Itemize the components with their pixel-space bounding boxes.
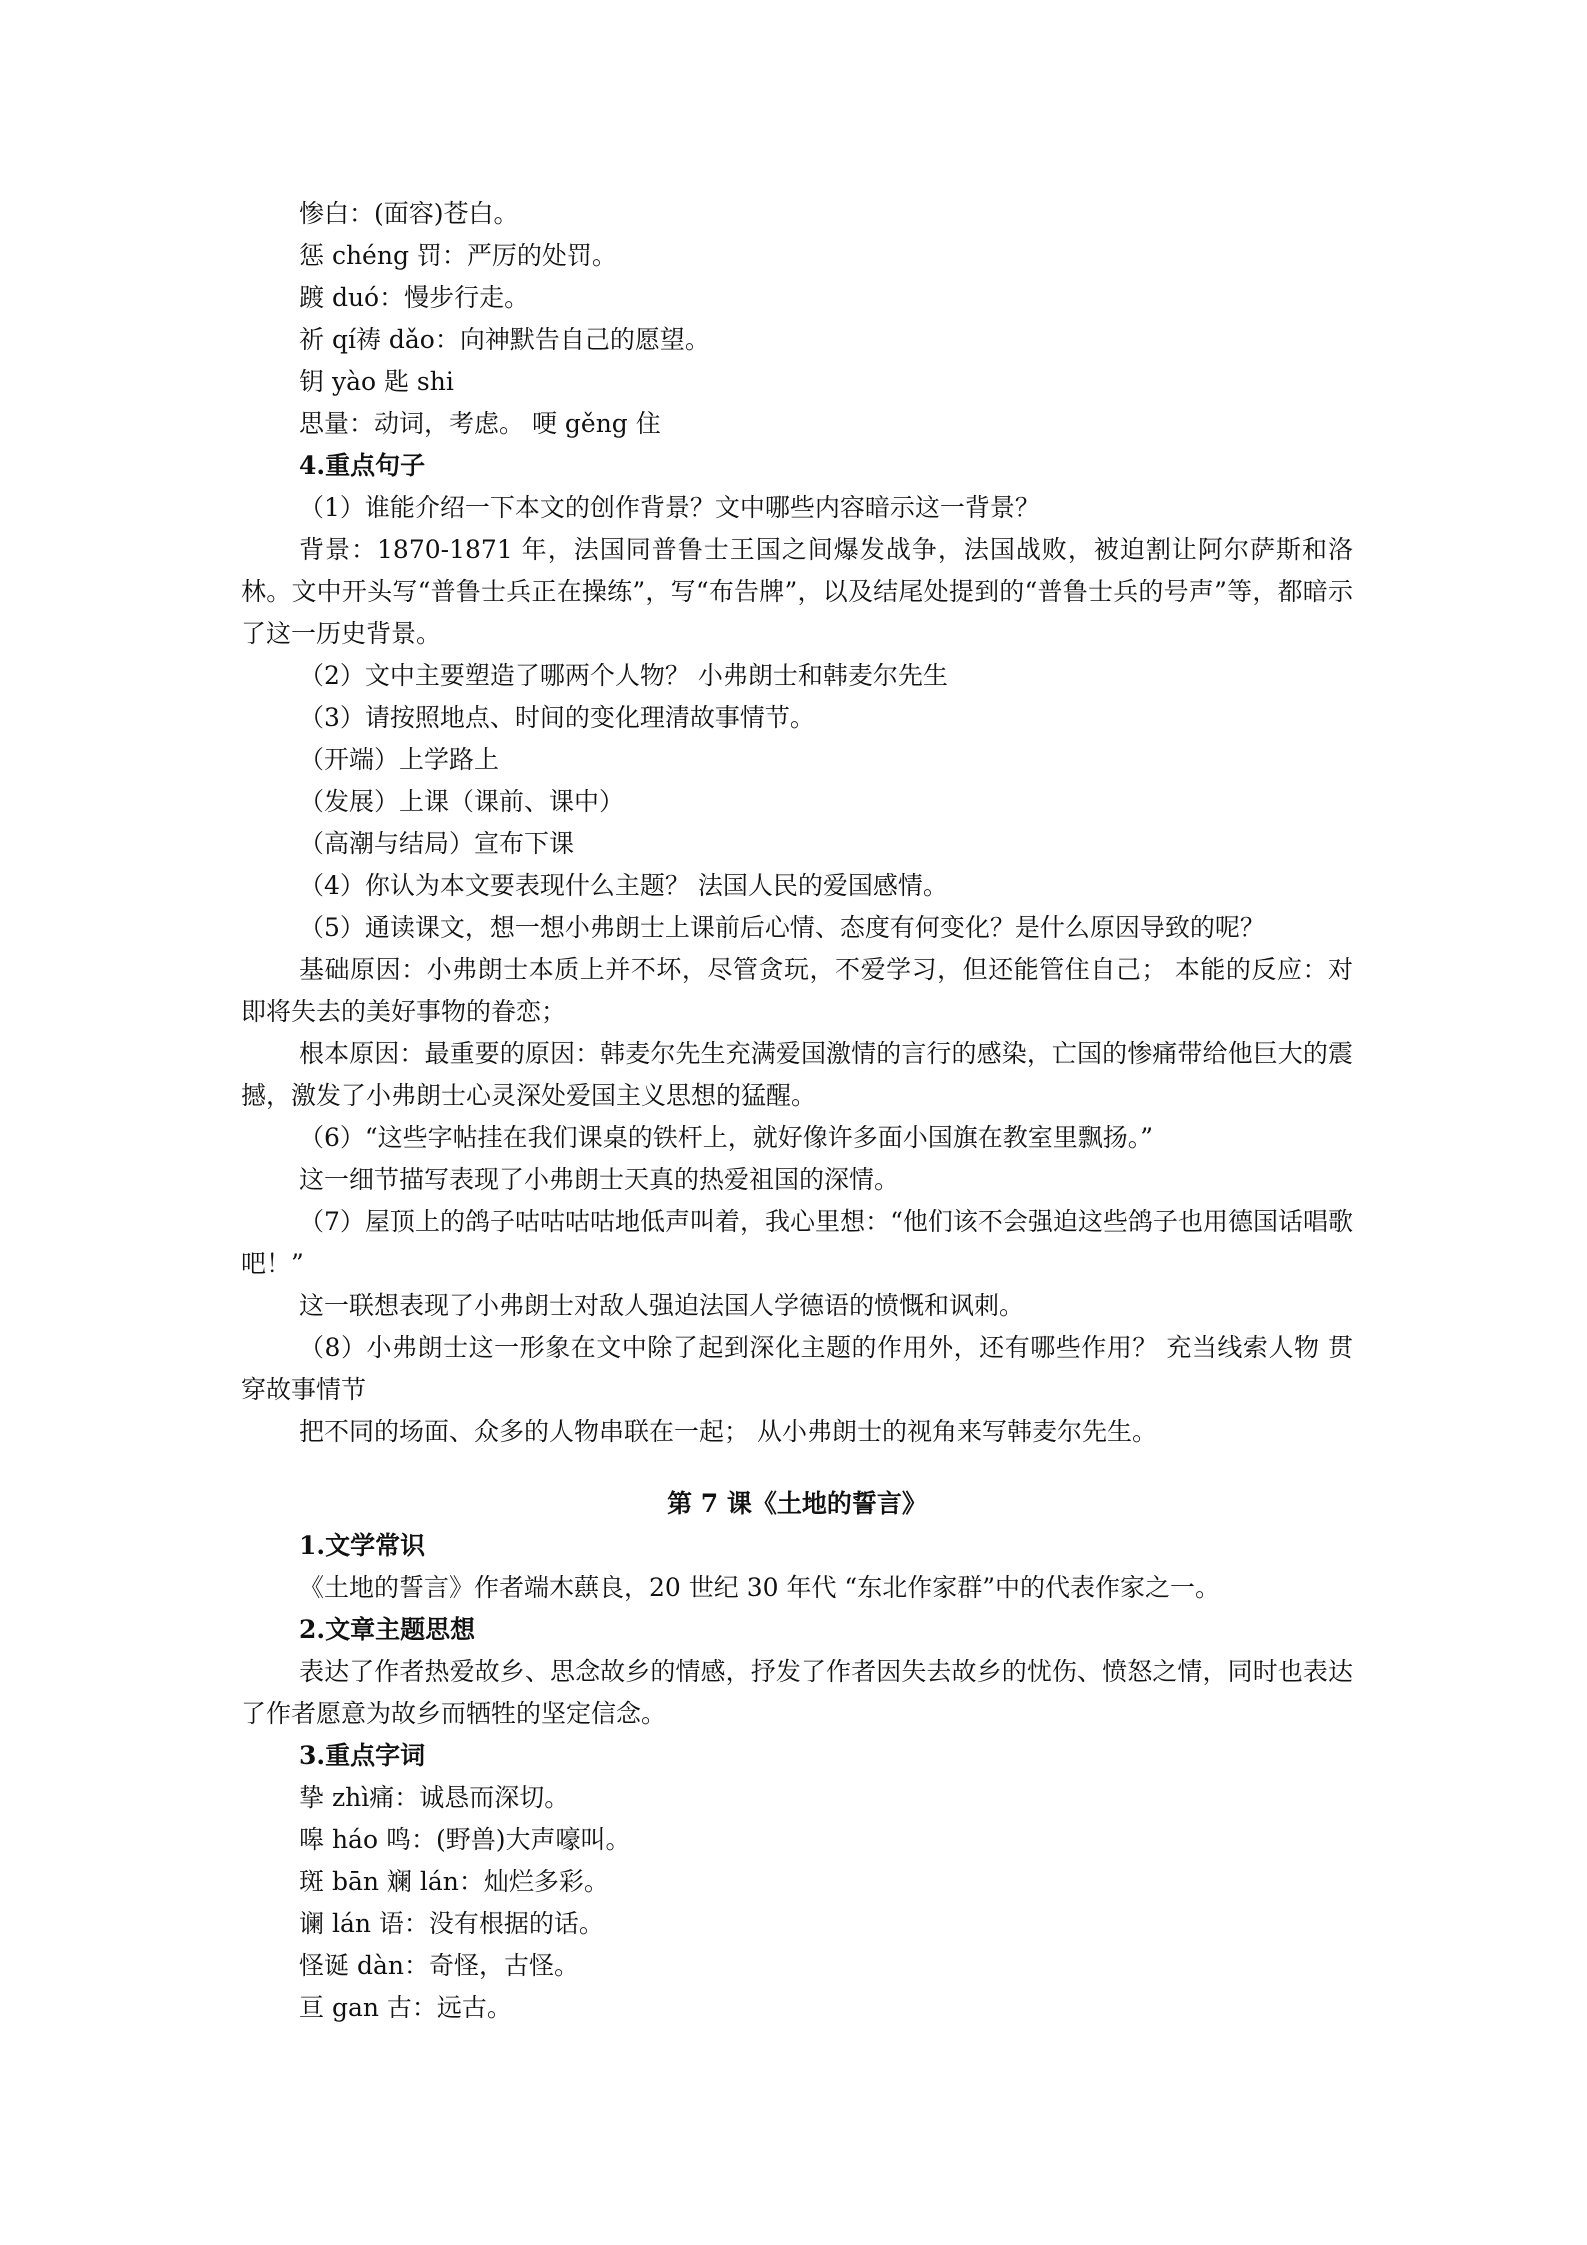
plot-item: （发展）上课（课前、课中） [299,787,625,816]
section-spacer [241,1453,1353,1483]
question-7: （7）屋顶上的鸽子咕咕咕咕地低声叫着，我心里想：“他们该不会强迫这些鸽子也用德国话唱歌吧！” [241,1207,1353,1278]
question-6: （6）“这些字帖挂在我们课桌的铁杆上，就好像许多面小国旗在教室里飘扬。” [299,1123,1153,1152]
question-5: （5）通读课文，想一想小弗朗士上课前后心情、态度有何变化？是什么原因导致的呢？ [299,913,1265,942]
vocab-item: 怪诞 dàn：奇怪，古怪。 [299,1951,579,1980]
vocab-item: 祈 qí祷 dǎo：向神默告自己的愿望。 [299,325,710,354]
theme-text: 表达了作者热爱故乡、思念故乡的情感，抒发了作者因失去故乡的忧伤、愤怒之情，同时也表达了作者愿意为故乡而牺牲的坚定信念。 [241,1657,1353,1728]
vocab-item: 谰 lán 语：没有根据的话。 [299,1909,604,1938]
section-heading: 4.重点句子 [299,451,426,480]
section-heading: 1.文学常识 [299,1531,426,1560]
question-4: （4）你认为本文要表现什么主题？ 法国人民的爱国感情。 [299,871,948,900]
plot-item: （高潮与结局）宣布下课 [299,829,575,858]
vocab-item: 思量：动词，考虑。 哽 gěng 住 [299,409,661,438]
vocab-item: 挚 zhì痛：诚恳而深切。 [299,1783,570,1812]
background-answer: 背景：1870-1871 年，法国同普鲁士王国之间爆发战争，法国战败，被迫割让阿尔萨斯和洛林。文中开头写“普鲁士兵正在操练”，写“布告牌”，以及结尾处提到的“普鲁士兵的号声”等，都暗示了这一历史背景。 [241,535,1353,648]
answer-5-basic: 基础原因：小弗朗士本质上并不坏，尽管贪玩，不爱学习，但还能管住自己； 本能的反应：对即将失去的美好事物的眷恋； [241,955,1353,1026]
vocab-item: 踱 duó：慢步行走。 [299,283,530,312]
answer-6: 这一细节描写表现了小弗朗士天真的热爱祖国的深情。 [299,1165,900,1194]
literature-text: 《土地的誓言》作者端木蕻良，20 世纪 30 年代 “东北作家群”中的代表作家之一。 [299,1573,1220,1602]
vocab-item: 惨白：(面容)苍白。 [299,199,519,228]
lesson-title: 第 7 课《土地的誓言》 [667,1489,927,1518]
question-3: （3）请按照地点、时间的变化理清故事情节。 [299,703,815,732]
question-8: （8）小弗朗士这一形象在文中除了起到深化主题的作用外，还有哪些作用？ 充当线索人物 贯穿故事情节 [241,1333,1353,1404]
vocab-item: 斑 bān 斓 lán：灿烂多彩。 [299,1867,609,1896]
question-2: （2）文中主要塑造了哪两个人物？ 小弗朗士和韩麦尔先生 [299,661,948,690]
answer-7: 这一联想表现了小弗朗士对敌人强迫法国人学德语的愤慨和讽刺。 [299,1291,1025,1320]
question-1: （1）谁能介绍一下本文的创作背景？文中哪些内容暗示这一背景？ [299,493,1040,522]
section-heading: 2.文章主题思想 [299,1615,476,1644]
plot-item: （开端）上学路上 [299,745,500,774]
vocab-item: 亘 gan 古：远古。 [299,1993,512,2022]
page-content [241,193,1353,2029]
section-heading: 3.重点字词 [299,1741,426,1770]
answer-5-root: 根本原因：最重要的原因：韩麦尔先生充满爱国激情的言行的感染，亡国的惨痛带给他巨大的震撼，激发了小弗朗士心灵深处爱国主义思想的猛醒。 [241,1039,1353,1110]
vocab-item: 嗥 háo 鸣：(野兽)大声嚎叫。 [299,1825,631,1854]
vocab-item: 钥 yào 匙 shi [299,367,454,396]
vocab-item: 惩 chéng 罚：严厉的处罚。 [299,241,617,270]
answer-8: 把不同的场面、众多的人物串联在一起； 从小弗朗士的视角来写韩麦尔先生。 [299,1417,1157,1446]
